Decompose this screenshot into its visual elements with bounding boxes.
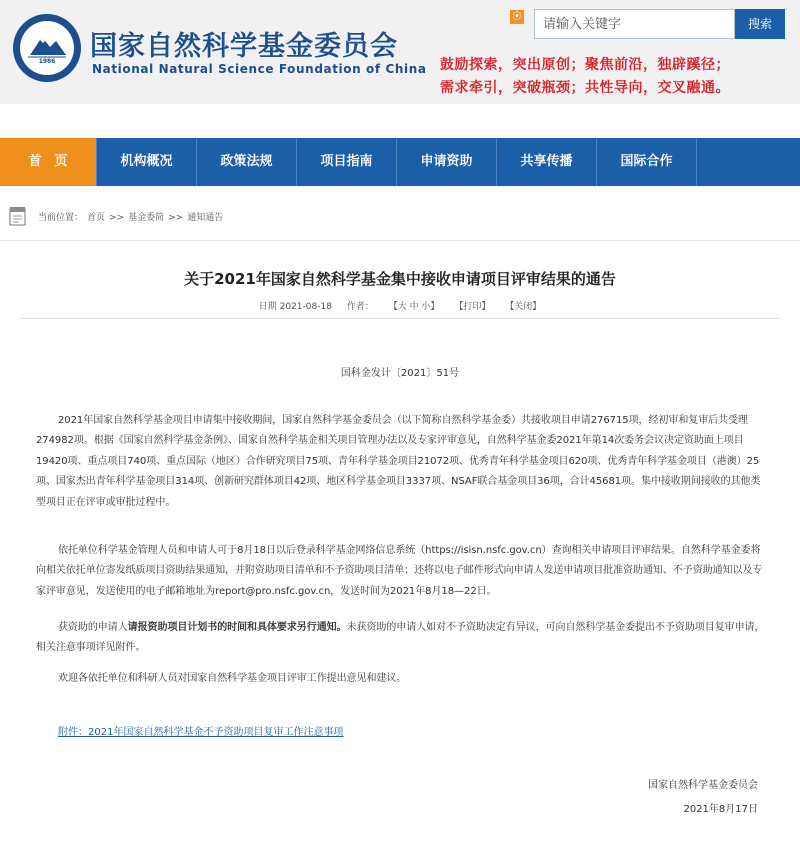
breadcrumb-home[interactable]: 首页 (87, 213, 106, 223)
rss-icon[interactable]: ⦿ (510, 10, 524, 24)
attachment-link[interactable]: 附件：2021年国家自然科学基金不予资助项目复审工作注意事项 (58, 727, 344, 738)
article-author: 作者： (346, 302, 374, 312)
article-paragraph: 2021年国家自然科学基金项目申请集中接收期间，国家自然科学基金委员会（以下简称自然科学基金委）共接收项目申请276715项，经初审和复审后共受理274982项。根据《国家自然科学基金条例》、国家自然科学基金相关项目管理办法以及专家评审意见，自然科学基金委2021年第14次委务会议决定资助面上项目19420项、重点项目740项、重点国际（地区）合作研究项目75项、青年科学基金项目21072项、优秀青年科学基金项目620项、优秀青年科学基金项目（港澳）25项、国家杰出青年科学基金项目314项、创新研究群体项目42项、地区科学基金项目3337项、NSAF联合基金项目36项，合计45681项。集中接收期间接收的其他类型项目正在评审或审批过程中。 (36, 415, 761, 508)
nav-item-about[interactable]: 机构概况 (97, 138, 197, 186)
signature-org: 国家自然科学基金委员会 (648, 780, 758, 791)
paragraph-text: 未获资助的申请人如对不予资助决定有异议，可向自然科学基金委提出不予资助项目复审申请，相关注意事项详见附件。 (36, 622, 765, 654)
site-title-cn[interactable]: 国家自然科学基金委员会 (90, 31, 398, 62)
breadcrumb (0, 204, 800, 230)
font-size-control[interactable]: 【大 中 小】 (388, 302, 440, 312)
article-title: 关于2021年国家自然科学基金集中接收申请项目评审结果的通告 (184, 270, 616, 288)
search-input[interactable] (534, 9, 735, 39)
article-paragraph: 欢迎各依托单位和科研人员对国家自然科学基金项目评审工作提出意见和建议。 (58, 673, 407, 684)
breadcrumb-separator: >> (168, 213, 184, 223)
nav-item-home[interactable]: 首 页 (0, 138, 97, 186)
nav-item-policy[interactable]: 政策法规 (197, 138, 297, 186)
nav-item-share[interactable]: 共享传播 (497, 138, 597, 186)
divider (0, 240, 800, 241)
breadcrumb-prefix: 当前位置： (38, 213, 84, 223)
paragraph-bold-text: 请报资助项目计划书的时间和具体要求另行通知。 (127, 622, 347, 633)
nsfc-logo[interactable] (13, 14, 81, 82)
main-nav (0, 138, 800, 186)
location-icon (9, 206, 26, 226)
article-paragraph: 依托单位科学基金管理人员和申请人可于8月18日以后登录科学基金网络信息系统（https://isisn.nsfc.gov.cn）查询相关申请项目评审结果。自然科学基金委将向相关依托单位寄发纸质项目资助结果通知，并附资助项目清单和不予资助项目清单；还将以电子邮件形式向申请人发送申请项目批准资助通知、不予资助通知以及专家评审意见，发送使用的电子邮箱地址为report@pro.nsfc.gov.cn，发送时间为2021年8月18—22日。 (36, 545, 763, 597)
breadcrumb-section[interactable]: 基金委简 (128, 213, 165, 223)
article-date: 日期 2021-08-18 (258, 302, 332, 312)
print-link[interactable]: 【打印】 (454, 302, 491, 312)
breadcrumb-text (38, 210, 227, 223)
nav-item-guide[interactable]: 项目指南 (297, 138, 397, 186)
logo-emblem (20, 21, 74, 75)
article-paragraph (36, 618, 770, 659)
nav-item-apply[interactable]: 申请资助 (397, 138, 497, 186)
document-number: 国科金发计〔2021〕51号 (340, 368, 460, 379)
close-link[interactable]: 【关闭】 (505, 302, 542, 312)
paragraph-text: 获资助的申请人 (58, 622, 128, 633)
site-title-en[interactable]: National Natural Science Foundation of China (92, 62, 427, 76)
slogan-line-2: 需求牵引，突破瓶颈；共性导向，交叉融通。 (440, 80, 730, 96)
search-button[interactable]: 搜索 (735, 9, 785, 39)
site-header (0, 0, 800, 104)
logo-year: 1986 (38, 58, 56, 65)
slogan-line-1: 鼓励探索，突出原创；聚焦前沿，独辟蹊径； (440, 57, 730, 73)
article-meta (0, 299, 800, 312)
mountain-icon (20, 21, 74, 75)
divider (20, 318, 780, 319)
signature-date: 2021年8月17日 (683, 804, 758, 815)
nav-item-international[interactable]: 国际合作 (597, 138, 697, 186)
breadcrumb-current[interactable]: 通知通告 (187, 213, 224, 223)
breadcrumb-separator: >> (109, 213, 125, 223)
